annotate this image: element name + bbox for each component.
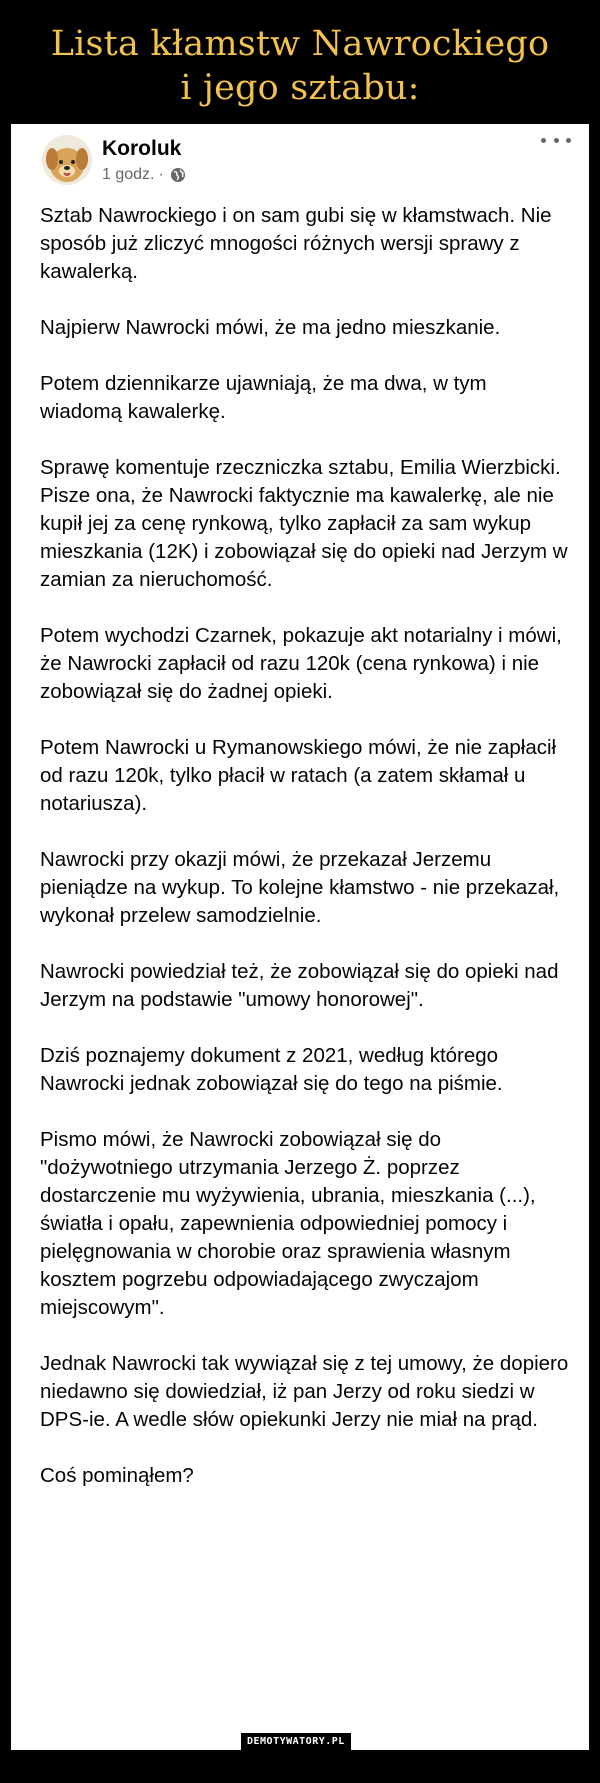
dog-avatar-icon [42, 135, 92, 185]
post-paragraph: Nawrocki przy okazji mówi, że przekazał Jerzemu pieniądze na wykup. To kolejne kłamstwo - nie przekazał, wykonał przelew samodzielnie. [40, 848, 560, 927]
post-paragraph: Nawrocki powiedział też, że zobowiązał się do opieki nad Jerzym na podstawie "umowy honorowej". [40, 960, 559, 1011]
post-paragraph: Potem wychodzi Czarnek, pokazuje akt notarialny i mówi, że Nawrocki zapłacił od razu 120k (cena rynkowa) i nie zobowiązał się do żadnej opieki. [40, 624, 562, 703]
post-paragraph: Coś pominąłem? [40, 1464, 194, 1487]
more-options-icon[interactable] [541, 132, 571, 148]
post-paragraph: Potem Nawrocki u Rymanowskiego mówi, że nie zapłacił od razu 120k, tylko płacił w ratach (a zatem skłamał u notariusza). [40, 736, 557, 815]
meme-title-line-2: i jego sztabu: [180, 68, 420, 108]
globe-icon [170, 167, 186, 183]
post-paragraph: Sztab Nawrockiego i on sam gubi się w kłamstwach. Nie sposób już zliczyć mnogości różnych wersji sprawy z kawalerką. [40, 204, 552, 283]
post-body [40, 202, 570, 1490]
facebook-post-card [11, 124, 589, 1750]
watermark: DEMOTYWATORY.PL [241, 1733, 351, 1750]
post-paragraph: Pismo mówi, że Nawrocki zobowiązał się do "dożywotniego utrzymania Jerzego Ż. poprzez dostarczenie mu wyżywienia, ubrania, mieszkania (...), światła i opału, zapewnienia odpowiedniej pomocy i pielęgnowania w chorobie oraz sprawienia własnym kosztem pogrzebu odpowiadającego zwyczajom miejscowym". [40, 1128, 536, 1319]
post-paragraph: Dziś poznajemy dokument z 2021, według którego Nawrocki jednak zobowiązał się do tego na piśmie. [40, 1044, 503, 1095]
post-paragraph: Jednak Nawrocki tak wywiązał się z tej umowy, że dopiero niedawno się dowiedział, iż pan Jerzy od roku siedzi w DPS-ie. A wedle słów opiekunki Jerzy nie miał na prąd. [40, 1352, 569, 1431]
post-paragraph: Potem dziennikarze ujawniają, że ma dwa, w tym wiadomą kawalerkę. [40, 372, 487, 423]
post-paragraph: Najpierw Nawrocki mówi, że ma jedno mieszkanie. [40, 316, 501, 339]
post-paragraph: Sprawę komentuje rzeczniczka sztabu, Emilia Wierzbicki. Pisze ona, że Nawrocki faktycznie ma kawalerkę, ale nie kupił jej za cenę rynkową, tylko zapłacił za sam wykup mieszkania (12K) i zobowiązał się do opieki nad Jerzym w zamian za nieruchomość. [40, 456, 568, 591]
meme-title [0, 22, 600, 110]
post-author-name[interactable]: Koroluk [102, 137, 182, 160]
post-timestamp[interactable]: 1 godz. [102, 166, 155, 183]
meta-separator: · [158, 166, 164, 183]
avatar[interactable] [42, 135, 92, 185]
meme-title-line-1: Lista kłamstw Nawrockiego [50, 24, 550, 64]
post-meta [102, 165, 186, 185]
